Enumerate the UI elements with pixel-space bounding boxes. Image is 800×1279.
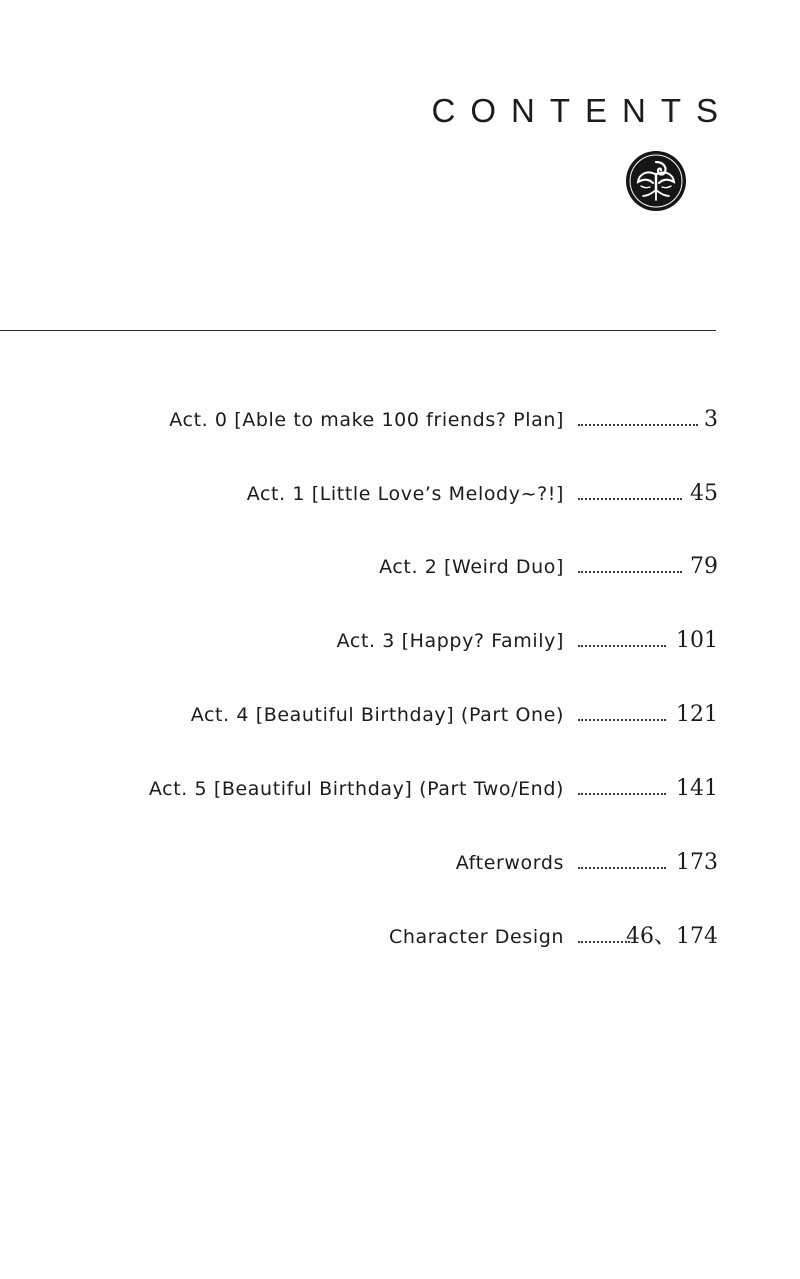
toc-page-number: 46、174 xyxy=(626,924,718,949)
dot-leader xyxy=(578,498,682,500)
toc-entry-title: Act. 5 [Beautiful Birthday] (Part Two/End) xyxy=(148,778,564,800)
dot-leader xyxy=(578,867,666,869)
toc-entry-act-2[interactable] xyxy=(0,552,800,582)
toc-page-number: 141 xyxy=(676,776,718,801)
toc-entry-act-3[interactable] xyxy=(0,626,800,656)
toc-entry-title: Act. 4 [Beautiful Birthday] (Part One) xyxy=(190,704,564,726)
toc-entry-character-design[interactable] xyxy=(0,922,800,952)
toc-page-number: 45 xyxy=(690,481,718,506)
toc-entry-act-0[interactable] xyxy=(0,405,800,435)
toc-page-number: 3 xyxy=(704,407,718,432)
toc-entry-act-4[interactable] xyxy=(0,700,800,730)
toc-entry-title: Act. 2 [Weird Duo] xyxy=(379,556,564,578)
dot-leader xyxy=(578,719,666,721)
dot-leader xyxy=(578,645,666,647)
toc-entry-title: Act. 1 [Little Love’s Melody~?!] xyxy=(246,483,564,505)
toc-page-number: 79 xyxy=(690,554,718,579)
contents-heading: CONTENTS xyxy=(431,92,733,129)
toc-entry-afterwords[interactable] xyxy=(0,848,800,878)
dot-leader xyxy=(578,941,630,943)
toc-page-number: 121 xyxy=(676,702,718,727)
toc-page-number: 173 xyxy=(676,850,718,875)
dot-leader xyxy=(578,571,682,573)
dot-leader xyxy=(578,424,698,426)
phoenix-emblem-icon xyxy=(625,150,687,212)
toc-entry-title: Act. 3 [Happy? Family] xyxy=(336,630,564,652)
toc-entry-title: Act. 0 [Able to make 100 friends? Plan] xyxy=(169,409,564,431)
toc-page-number: 101 xyxy=(676,628,718,653)
toc-entry-title: Character Design xyxy=(388,926,564,948)
toc-entry-act-1[interactable] xyxy=(0,479,800,509)
dot-leader xyxy=(578,793,666,795)
toc-entry-title: Afterwords xyxy=(455,852,564,874)
toc-entry-act-5[interactable] xyxy=(0,774,800,804)
divider-rule xyxy=(0,330,716,331)
